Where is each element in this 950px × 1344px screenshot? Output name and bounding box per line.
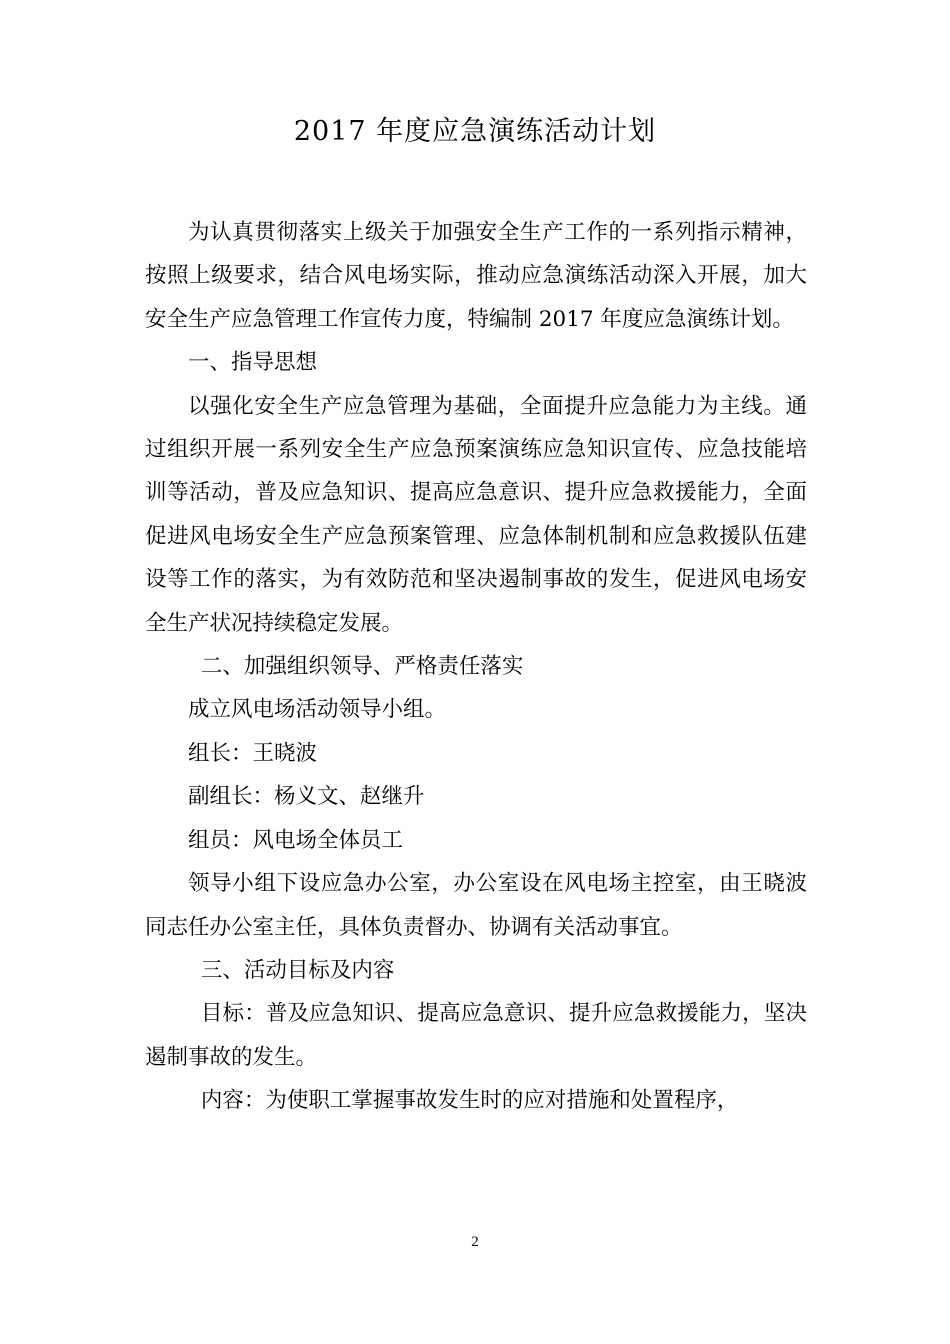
section-heading-goals: 三、活动目标及内容 xyxy=(200,957,395,983)
document-title: 2017 年度应急演练活动计划 xyxy=(293,116,657,147)
goals-paragraph: 目标：普及应急知识、提高应急意识、提升应急救援能力，坚决遏制事故的发生。 xyxy=(145,1001,807,1070)
deputy-leader-line: 副组长：杨义文、赵继升 xyxy=(188,784,425,810)
document-body xyxy=(145,211,807,1123)
group-leader-line: 组长：王晓波 xyxy=(188,740,318,766)
guiding-ideology-paragraph: 以强化安全生产应急管理为基础，全面提升应急能力为主线。通过组织开展一系列安全生产应急预案演练应急知识宣传、应急技能培训等活动，普及应急知识、提高应急意识、提升应急救援能力，全面促进风电场安全生产应急预案管理、应急体制机制和应急救援队伍建设等工作的落实，为有效防范和坚决遏制事故的发生，促进风电场安全生产状况持续稳定发展。 xyxy=(145,393,807,636)
page-number: 2 xyxy=(471,1234,479,1250)
leadership-group-line: 成立风电场活动领导小组。 xyxy=(188,697,447,723)
group-members-line: 组员：风电场全体员工 xyxy=(188,827,404,853)
office-paragraph: 领导小组下设应急办公室，办公室设在风电场主控室，由王晓波同志任办公室主任，具体负责督办、协调有关活动事宜。 xyxy=(145,871,807,940)
section-heading-guiding-ideology: 一、指导思想 xyxy=(188,350,318,376)
section-heading-organization: 二、加强组织领导、严格责任落实 xyxy=(200,654,524,680)
intro-paragraph: 为认真贯彻落实上级关于加强安全生产工作的一系列指示精神，按照上级要求，结合风电场实际，推动应急演练活动深入开展，加大安全生产应急管理工作宣传力度，特编制 2017 年度应急演练计划。 xyxy=(145,220,807,332)
content-paragraph: 内容：为使职工掌握事故发生时的应对措施和处置程序， xyxy=(200,1088,739,1114)
